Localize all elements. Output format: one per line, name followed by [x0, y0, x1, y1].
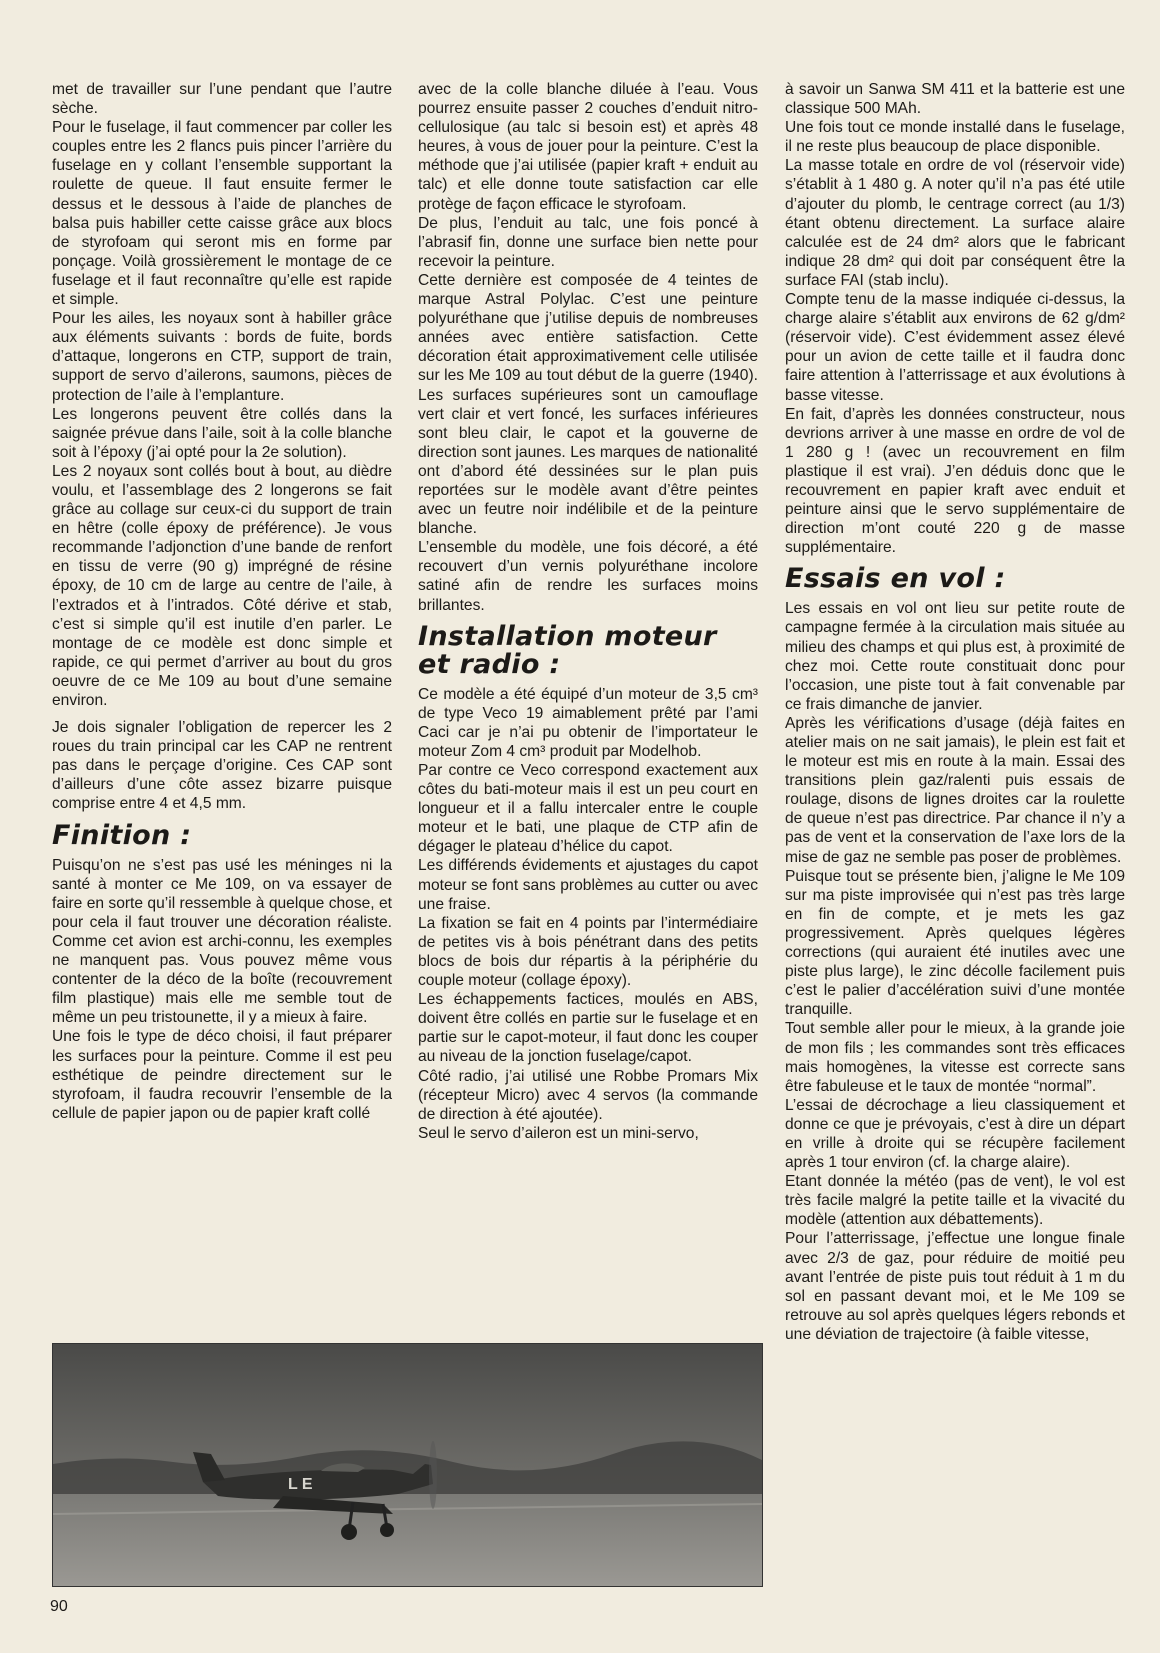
paragraph: Les essais en vol ont lieu sur petite route de campagne fermée à la circulation mais située au milieu des champs et qui plus est, à proximité de chez moi. Cette route constituait donc pour l’occasion, une piste tout à fait convenable par ce frais dimanche de janvier.	[785, 600, 1125, 713]
paragraph: La fixation se fait en 4 points par l’intermédiaire de petites vis à bois pénétrant dans des petits blocs de bois dur répartis à la périphérie du couple moteur (collage époxy).	[418, 914, 758, 990]
paragraph: Une fois tout ce monde installé dans le fuselage, il ne reste plus beaucoup de place disponible.	[785, 119, 1125, 156]
fuselage-marking: L E	[288, 1476, 313, 1493]
airplane-photo-illustration	[53, 1344, 762, 1586]
paragraph: Les longerons peuvent être collés dans la saignée prévue dans l’aile, soit à la colle blanche soit à l’époxy (j’ai opté pour la 2e solution).	[52, 405, 392, 461]
paragraph: Cette dernière est composée de 4 teintes de marque Astral Polylac. C’est une peinture polyuréthane que j’utilise depuis de nombreuses années avec entière satisfaction. Cette décoration était approximativement celle utilisée sur les Me 109 au tout début de la guerre (1940). Les surfaces supérieures sont un camouflage vert clair et vert foncé, les surfaces inférieures sont bleu clair, le capot et la gouverne de direction sont jaunes. Les marques de nationalité ont d’abord été dessinées sur le plan puis reportées sur le modèle avant d’être peintes avec un feutre noir indélibile et de la peinture blanche.	[418, 271, 758, 538]
paragraph: Côté radio, j’ai utilisé une Robbe Promars Mix (récepteur Micro) avec 4 servos (la commande de direction à été ajoutée).	[418, 1067, 758, 1123]
model-airplane-photo	[52, 1343, 763, 1587]
paragraph: Les différends évidements et ajustages du capot moteur se font sans problèmes au cutter ou avec une fraise.	[418, 857, 758, 913]
paragraph: En fait, d’après les données constructeur, nous devrions arriver à une masse en ordre de vol de 1 280 g ! (avec un recouvrement en film plastique il est vrai). J’en déduis donc que le recouvrement en papier kraft avec enduit et peinture ainsi que le servo supplémentaire de direction m’ont couté 220 g de masse supplémentaire.	[785, 405, 1125, 557]
paragraph: L’ensemble du modèle, une fois décoré, a été recouvert d’un vernis polyuréthane incolore satiné afin de rendre les surfaces moins brillantes.	[418, 539, 758, 614]
article-column-1	[52, 80, 392, 1123]
paragraph: Puisque tout se présente bien, j’aligne le Me 109 sur ma piste improvisée qui n’est pas très large en fin de compte, et je mets les gaz progressivement. Après quelques légères corrections (qui auraient été inutiles avec une piste plus large), le zinc décolle facilement puis c’est le palier d’accélération suivi d’une montée tranquille.	[785, 867, 1125, 1019]
paragraph: Ce modèle a été équipé d’un moteur de 3,5 cm³ de type Veco 19 aimablement prêté par l’ami Caci car je n’ai pu obtenir de l’importateur le moteur Zom 4 cm³ produit par Modelhob.	[418, 685, 758, 760]
paragraph: avec de la colle blanche diluée à l’eau. Vous pourrez ensuite passer 2 couches d’enduit nitro-cellulosique (au talc si besoin est) et après 48 heures, à vous de jouer pour la peinture. C’est la méthode que j’ai utilisée (papier kraft + enduit au talc) et elle donne toute satisfaction car elle protège de façon efficace le styrofoam.	[418, 81, 758, 213]
paragraph: De plus, l’enduit au talc, une fois poncé à l’abrasif fin, donne une surface bien nette pour recevoir la peinture.	[418, 214, 758, 270]
paragraph: Après les vérifications d’usage (déjà faites en atelier mais on ne sait jamais), le plein est fait et le moteur est mis en route à la main. Essai des transitions plein gaz/ralenti puis essais de roulage, disons de lignes droites car la roulette de queue n’est pas directrice. Par chance il n’y a pas de vent et la conservation de l’axe lors de la mise de gaz ne semble pas poser de problèmes.	[785, 714, 1125, 866]
paragraph: Une fois le type de déco choisi, il faut préparer les surfaces pour la peinture. Comme il est peu esthétique de peindre directement sur le styrofoam, il faudra recouvrir l’ensemble de la cellule de papier japon ou de papier kraft collé	[52, 1028, 392, 1122]
paragraph: Pour l’atterrissage, j’effectue une longue finale avec 2/3 de gaz, pour réduire de moitié peu avant l’entrée de piste puis tout réduit à 1 m du sol en passant devant moi, et le Me 109 se retrouve au sol après quelques légers rebonds et une déviation de trajectoire (à faible vitesse,	[785, 1230, 1125, 1343]
section-heading-installation: Installation moteur et radio :	[418, 620, 717, 680]
paragraph: met de travailler sur l’une pendant que l’autre sèche.	[52, 81, 392, 118]
paragraph: Tout semble aller pour le mieux, à la grande joie de mon fils ; les commandes sont très efficaces mais homogènes, la vitesse est correcte sans être fabuleuse et le taux de montée “normal”.	[785, 1020, 1125, 1095]
paragraph: Pour les ailes, les noyaux sont à habiller grâce aux éléments suivants : bords de fuite, bords d’attaque, longerons en CTP, support de train, support de servo d’ailerons, saumons, pièces de protection de l’aile à l’emplanture.	[52, 310, 392, 404]
section-heading-essais: Essais en vol :	[785, 563, 1006, 595]
paragraph: Les 2 noyaux sont collés bout à bout, au dièdre voulu, et l’assemblage des 2 longerons se fait grâce au collage sur ceux-ci du support de train en hêtre (colle époxy de préférence). Je vous recommande l’adjonction d’une bande de renfort en tissu de verre (90 g) imprégné de résine époxy, de 10 cm de large au centre de l’aile, à l’extrados et à l’intrados. Côté dérive et stab, c’est si simple qu’il est inutile d’en parler. Le montage de ce modèle est donc simple et rapide, ce qui permet d’arriver au bout du gros oeuvre de ce Me 109 au bout d’une semaine environ.	[52, 462, 392, 709]
paragraph: Puisqu’on ne s’est pas usé les méninges ni la santé à monter ce Me 109, on va essayer de faire en sorte qu’il ressemble à quelque chose, et pour cela il faut trouver une décoration réaliste. Comme cet avion est archi-connu, les exemples ne manquent pas. Vous pouvez même vous contenter de la déco de la boîte (recouvrement film plastique) mais elle me semble tout de même un peu tristounette, il y a mieux à faire.	[52, 856, 392, 1027]
paragraph: Par contre ce Veco correspond exactement aux côtes du bati-moteur mais il est un peu court en longueur et il a fallu intercaler entre le couple moteur et le bati, une plaque de CTP afin de dégager le plateau d’hélice du capot.	[418, 762, 758, 856]
paragraph: Pour le fuselage, il faut commencer par coller les couples entre les 2 flancs puis pincer l’arrière du fuselage en y collant l’ensemble supportant la roulette de queue. Il faut ensuite fermer le dessus et le dessous à l’aide de planches de balsa puis habiller cette caisse grâce aux blocs de styrofoam qui seront mis en forme par ponçage. Voilà grossièrement le montage de ce fuselage et il faut reconnaître qu’elle est rapide et simple.	[52, 119, 392, 309]
paragraph: à savoir un Sanwa SM 411 et la batterie est une classique 500 MAh.	[785, 81, 1125, 118]
paragraph: Etant donnée la météo (pas de vent), le vol est très facile malgré la petite taille et la vivacité du modèle (attention aux débattements).	[785, 1173, 1125, 1229]
paragraph: La masse totale en ordre de vol (réservoir vide) s’établit à 1 480 g. A noter qu’il n’a pas été utile d’ajouter du plomb, le centrage correct (au 1/3) étant obtenu directement. La surface alaire calculée est de 24 dm² alors que le fabricant indique 28 dm² qui doit par conséquent être la surface FAI (stab inclu).	[785, 157, 1125, 289]
article-column-3	[785, 80, 1125, 1344]
section-heading-finition: Finition :	[52, 819, 192, 851]
paragraph: Compte tenu de la masse indiquée ci-dessus, la charge alaire s’établit aux environs de 62 g/dm² (réservoir vide). C’est évidemment assez élevé pour un avion de cette taille et il faudra donc faire attention à l’atterrissage et aux évolutions à basse vitesse.	[785, 291, 1125, 404]
paragraph: Les échappements factices, moulés en ABS, doivent être collés en partie sur le fuselage et en partie sur le capot-moteur, il faut donc les couper au niveau de la jonction fuselage/capot.	[418, 991, 758, 1066]
page-number: 90	[50, 1598, 68, 1615]
paragraph: Je dois signaler l’obligation de repercer les 2 roues du train principal car les CAP ne rentrent pas dans le perçage d’origine. Ces CAP sont d’ailleurs d’une côte assez bizarre puisque comprise entre 4 et 4,5 mm.	[52, 719, 392, 813]
paragraph: L’essai de décrochage a lieu classiquement et donne ce que je prévoyais, c’est à dire un départ en vrille à droite qui se récupère facilement après 1 tour environ (cf. la charge alaire).	[785, 1096, 1125, 1172]
article-column-2	[418, 80, 758, 1143]
paragraph: Seul le servo d’aileron est un mini-servo,	[418, 1124, 699, 1142]
